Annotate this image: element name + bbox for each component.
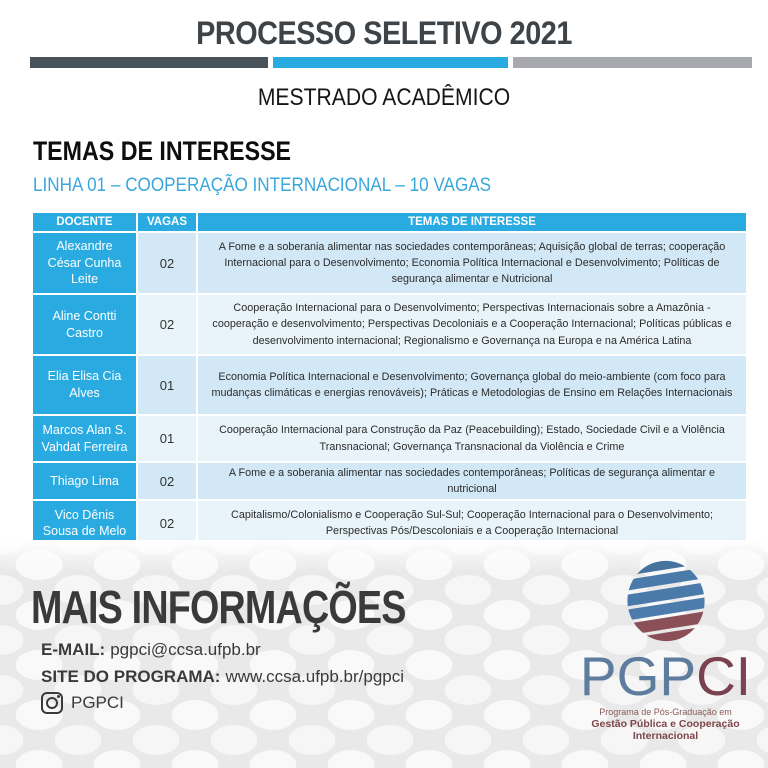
temas-cell: Cooperação Internacional para o Desenvolvimento; Perspectivas Internacionais sobre a Amazônia - cooperação e desenvolvimento; Perspectivas Decoloniais e a Cooperação Internacional; Políticas públicas e desenvolvimento internacional; Regionalismo e Governança na Europa e na América Latina [198,295,746,354]
table-row [33,416,746,461]
temas-cell: Cooperação Internacional para Construção da Paz (Peacebuilding); Estado, Sociedade Civil e a Violência Transnacional; Governança Transnacional da Violência e Crime [198,416,746,461]
email-value: pgpci@ccsa.ufpb.br [110,640,261,659]
footer-section [0,540,768,768]
temas-cell: A Fome e a soberania alimentar nas sociedades contemporâneas; Políticas de segurança alimentar e nutricional [198,463,746,499]
site-line [41,667,404,687]
logo-caption-line2: Gestão Pública e Cooperação Internacional [591,717,740,743]
docente-cell: Marcos Alan S. Vahdat Ferreira [33,416,136,461]
table-header-row [33,213,746,231]
docente-cell: Vico Dênis Sousa de Melo [33,501,136,545]
instagram-handle: PGPCI [71,693,124,712]
divider-bar-blue [273,57,508,68]
email-label: E-MAIL: [41,640,106,659]
vagas-cell: 02 [138,463,196,499]
table-row [33,233,746,293]
site-label: SITE DO PROGRAMA: [41,667,221,686]
more-info-heading: MAIS INFORMAÇÕES [31,581,406,633]
vagas-cell: 01 [138,416,196,461]
site-value: www.ccsa.ufpb.br/pgpci [225,667,405,686]
table-row [33,501,746,545]
docente-cell: Thiago Lima [33,463,136,499]
line-title: LINHA 01 – COOPERAÇÃO INTERNACIONAL – 10 VAGAS [33,175,492,196]
logo-acronym-pgp: PGP [579,645,697,707]
logo-acronym [563,645,768,707]
vagas-cell: 01 [138,356,196,414]
vagas-cell: 02 [138,295,196,354]
temas-cell: A Fome e a soberania alimentar nas sociedades contemporâneas; Aquisição global de terras; cooperação Internacional para o Desenvolvimento; Economia Política Internacional e Desenvolvimento; Políticas de segurança alimentar e Nutricional [198,233,746,293]
docente-cell: Aline Contti Castro [33,295,136,354]
vagas-cell: 02 [138,501,196,545]
logo-caption-line1: Programa de Pós-Graduação em [599,707,732,717]
col-header-vagas: VAGAS [138,213,196,231]
email-line [41,640,261,660]
col-header-temas: TEMAS DE INTERESSE [198,213,746,231]
divider-bar-dark [30,57,268,68]
divider-bar-gray [513,57,752,68]
globe-icon [625,558,707,644]
divider-bars [30,57,752,68]
docente-cell: Alexandre César Cunha Leite [33,233,136,293]
table-row [33,356,746,414]
temas-cell: Economia Política Internacional e Desenvolvimento; Governança global do meio-ambiente (com foco para mudanças climáticas e energias renováveis); Práticas e Metodologias de Ensino em Relações Internacionais [198,356,746,414]
topics-table [31,211,748,547]
table-row [33,463,746,499]
section-heading: TEMAS DE INTERESSE [33,136,292,166]
temas-cell: Capitalismo/Colonialismo e Cooperação Sul-Sul; Cooperação Internacional para o Desenvolvimento; Perspectivas Pós/Descoloniais e a Cooperação Internacional [198,501,746,545]
pgpci-logo [563,558,768,743]
page-title: PROCESSO SELETIVO 2021 [196,15,572,51]
logo-acronym-ci: CI [696,645,752,707]
vagas-cell: 02 [138,233,196,293]
instagram-icon [41,692,63,714]
instagram-line [41,692,124,714]
table-row [33,295,746,354]
docente-cell: Elia Elisa Cia Alves [33,356,136,414]
col-header-docente: DOCENTE [33,213,136,231]
program-subtitle: MESTRADO ACADÊMICO [257,84,511,111]
